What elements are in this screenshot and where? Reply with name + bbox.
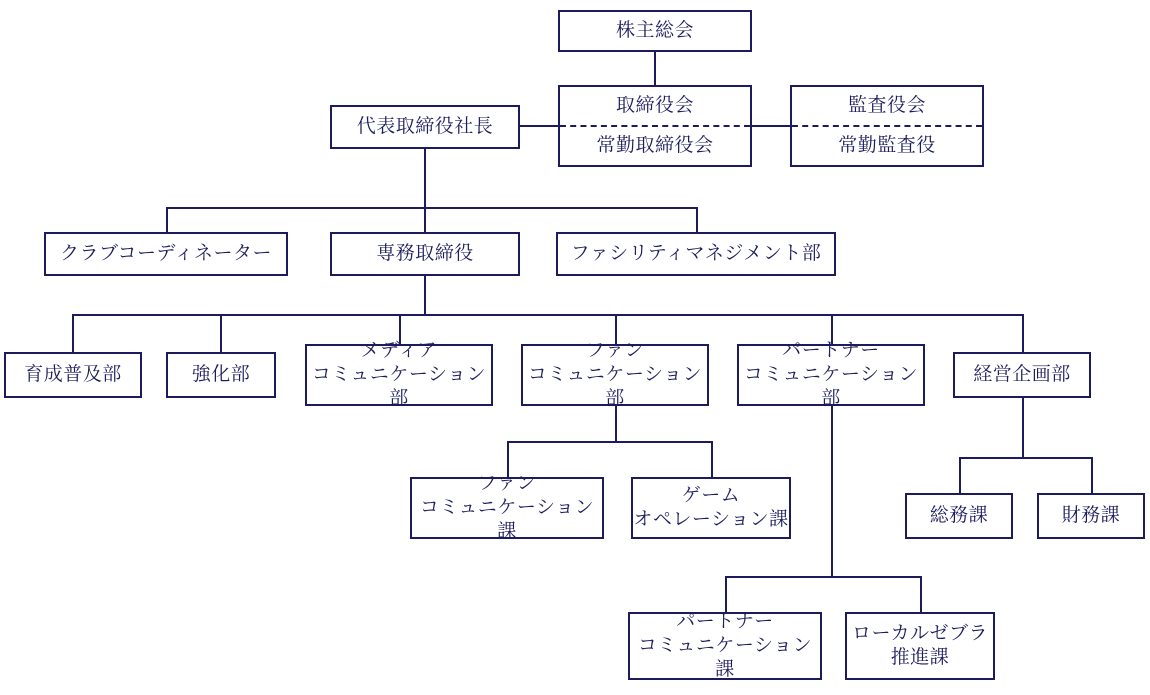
- connector-fan-stem: [615, 406, 617, 441]
- org-node-label: メディア: [360, 340, 438, 362]
- org-node-label: ローカルゼブラ: [851, 623, 989, 645]
- org-node-label: コミュニケーション部: [311, 364, 487, 409]
- org-node-n2: [558, 85, 752, 167]
- connector-senmu-to-ikusei: [72, 314, 74, 352]
- connector-bus-to-facility: [696, 207, 698, 232]
- org-node-n7: [556, 232, 836, 276]
- org-node-label: 財務課: [1061, 505, 1121, 527]
- org-node-label: パートナー: [676, 611, 774, 633]
- connector-bus-to-club: [166, 207, 168, 232]
- connector-bus-to-senmu: [424, 207, 426, 232]
- org-node-label: 推進課: [890, 647, 950, 668]
- org-node-n17: [1037, 493, 1145, 539]
- org-node-n8: [4, 352, 142, 398]
- connector-partner-to-localzebra: [920, 576, 922, 612]
- org-node-label: 取締役会: [560, 87, 750, 127]
- org-node-n6: [330, 232, 520, 276]
- org-node-n18: [628, 612, 822, 680]
- org-node-n14: [410, 473, 604, 542]
- org-node-label: 育成普及部: [24, 364, 122, 386]
- connector-partner-stem: [831, 406, 833, 576]
- org-node-label: 専務取締役: [376, 243, 474, 265]
- org-node-n13: [953, 352, 1091, 398]
- connector-fan-bus: [507, 441, 712, 443]
- org-node-label: コミュニケーション部: [743, 364, 919, 409]
- org-node-n3: [790, 85, 984, 167]
- connector-shareholders-to-board: [654, 52, 656, 85]
- org-node-n10: [305, 340, 493, 409]
- connector-keiei-bus: [959, 457, 1091, 459]
- org-node-label: 代表取締役社長: [356, 116, 494, 138]
- org-node-label: 強化部: [191, 364, 251, 386]
- org-node-label: クラブコーディネーター: [59, 243, 273, 265]
- org-node-n4: [330, 105, 520, 149]
- org-node-label: 株主総会: [615, 20, 694, 42]
- connector-board-to-auditors: [752, 125, 790, 127]
- connector-keiei-to-soumu: [959, 457, 961, 493]
- org-node-n5: [44, 232, 288, 276]
- connector-board-to-president: [520, 125, 558, 127]
- org-node-n15: [631, 477, 791, 539]
- org-node-n9: [166, 352, 276, 398]
- connector-fan-to-game-ka: [711, 441, 713, 477]
- org-node-label: パートナー: [782, 340, 880, 362]
- connector-senmu-to-kyoka: [220, 314, 222, 352]
- connector-keiei-to-zaimu: [1091, 457, 1093, 493]
- org-node-label: オペレーション課: [633, 509, 789, 530]
- org-node-n1: [558, 10, 752, 52]
- org-node-label: ファシリティマネジメント部: [570, 243, 822, 265]
- connector-senmu-stem: [424, 276, 426, 314]
- org-node-label: 総務課: [929, 505, 989, 527]
- org-node-n11: [521, 340, 709, 409]
- org-node-n16: [905, 493, 1013, 539]
- org-node-label: コミュニケーション部: [527, 364, 703, 409]
- org-node-n19: [845, 612, 995, 680]
- org-node-label: コミュニケーション課: [419, 497, 595, 542]
- org-node-n12: [737, 340, 925, 409]
- connector-senmu-bus: [72, 314, 1022, 316]
- connector-partner-bus: [725, 576, 920, 578]
- org-node-label: 経営企画部: [973, 364, 1071, 386]
- connector-keiei-stem: [1022, 398, 1024, 457]
- org-node-label: 監査役会: [792, 87, 982, 127]
- connector-president-bus: [166, 207, 696, 209]
- org-node-label: 常勤監査役: [838, 135, 936, 157]
- connector-partner-to-partner-ka: [725, 576, 727, 612]
- org-node-label: コミュニケーション課: [637, 635, 813, 680]
- org-node-label: 常勤取締役会: [596, 135, 714, 157]
- org-node-label: ゲーム: [681, 485, 741, 507]
- org-node-label: ファン: [477, 473, 537, 495]
- org-node-label: ファン: [585, 340, 645, 362]
- connector-senmu-to-keiei: [1022, 314, 1024, 352]
